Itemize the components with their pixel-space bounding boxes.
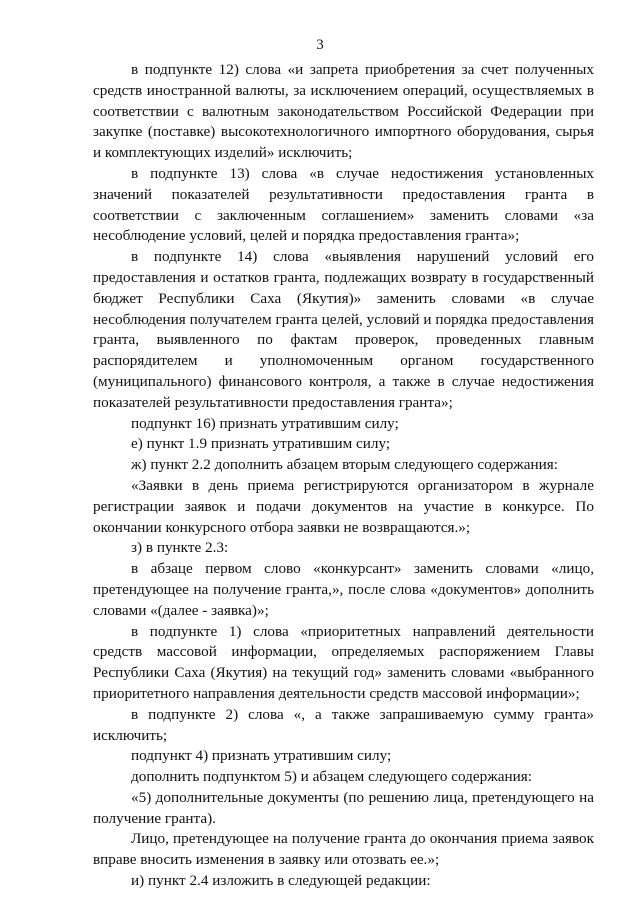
paragraph: и) пункт 2.4 изложить в следующей редакции: (131, 872, 431, 890)
paragraph: в абзаце первом слово «конкурсант» заменить словами «лицо, претендующее на получение гранта,», после слова «документов» дополнить словами «(далее - заявка)»; (93, 560, 594, 619)
paragraph: «Заявки в день приема регистрируются организатором в журнале регистрации заявок и подачи документов на участие в конкурсе. По окончании конкурсного отбора заявки не возвращаются.»; (93, 476, 594, 536)
paragraph: в подпункте 12) слова «и запрета приобретения за счет полученных средств иностранной валюты, за исключением операций, осуществляемых в соответствии с валютным законодательством Российской Федерации при закупке (поставке) высокотехнологичного импортного оборудования, сырья и комплектующих изделий» исключить; (93, 61, 594, 162)
paragraph: подпункт 4) признать утратившим силу; (131, 747, 392, 765)
paragraph: в подпункте 13) слова «в случае недостижения установленных значений показателей результативности предоставления гранта в соответствии с заключенным соглашением» заменить словами «за несоблюдение условий, целей и порядка предоставления гранта»; (93, 164, 594, 245)
paragraph: в подпункте 14) слова «выявления нарушений условий его предоставления и остатков гранта, подлежащих возврату в государственный бюджет Республики Саха (Якутия)» заменить словами «в случае несоблюдения получателем гранта целей, условий и порядка предоставления гранта, выявленного по фактам проверок, проведенных главным распорядителем и уполномоченным органом государственного (муниципального) финансового контроля, а также в случае недостижения показателей результативности предоставления гранта»; (93, 248, 594, 411)
paragraph: «5) дополнительные документы (по решению лица, претендующего на получение гранта). (93, 788, 594, 827)
paragraph: ж) пункт 2.2 дополнить абзацем вторым следующего содержания: (131, 456, 558, 474)
paragraph: дополнить подпунктом 5) и абзацем следующего содержания: (131, 768, 532, 786)
paragraph: Лицо, претендующее на получение гранта до окончания приема заявок вправе вносить изменения в заявку или отозвать ее.»; (93, 830, 594, 869)
document-body (93, 60, 594, 892)
page-number: 3 (316, 37, 324, 53)
paragraph: з) в пункте 2.3: (131, 539, 229, 557)
paragraph: подпункт 16) признать утратившим силу; (131, 414, 399, 432)
paragraph: в подпункте 2) слова «, а также запрашиваемую сумму гранта» исключить; (93, 705, 594, 744)
paragraph: е) пункт 1.9 признать утратившим силу; (131, 435, 391, 453)
paragraph: в подпункте 1) слова «приоритетных направлений деятельности средств массовой информации, определяемых распоряжением Главы Республики Саха (Якутия) на текущий год» заменить словами «выбранного приоритетного направления деятельности средств массовой информации»; (93, 622, 594, 702)
